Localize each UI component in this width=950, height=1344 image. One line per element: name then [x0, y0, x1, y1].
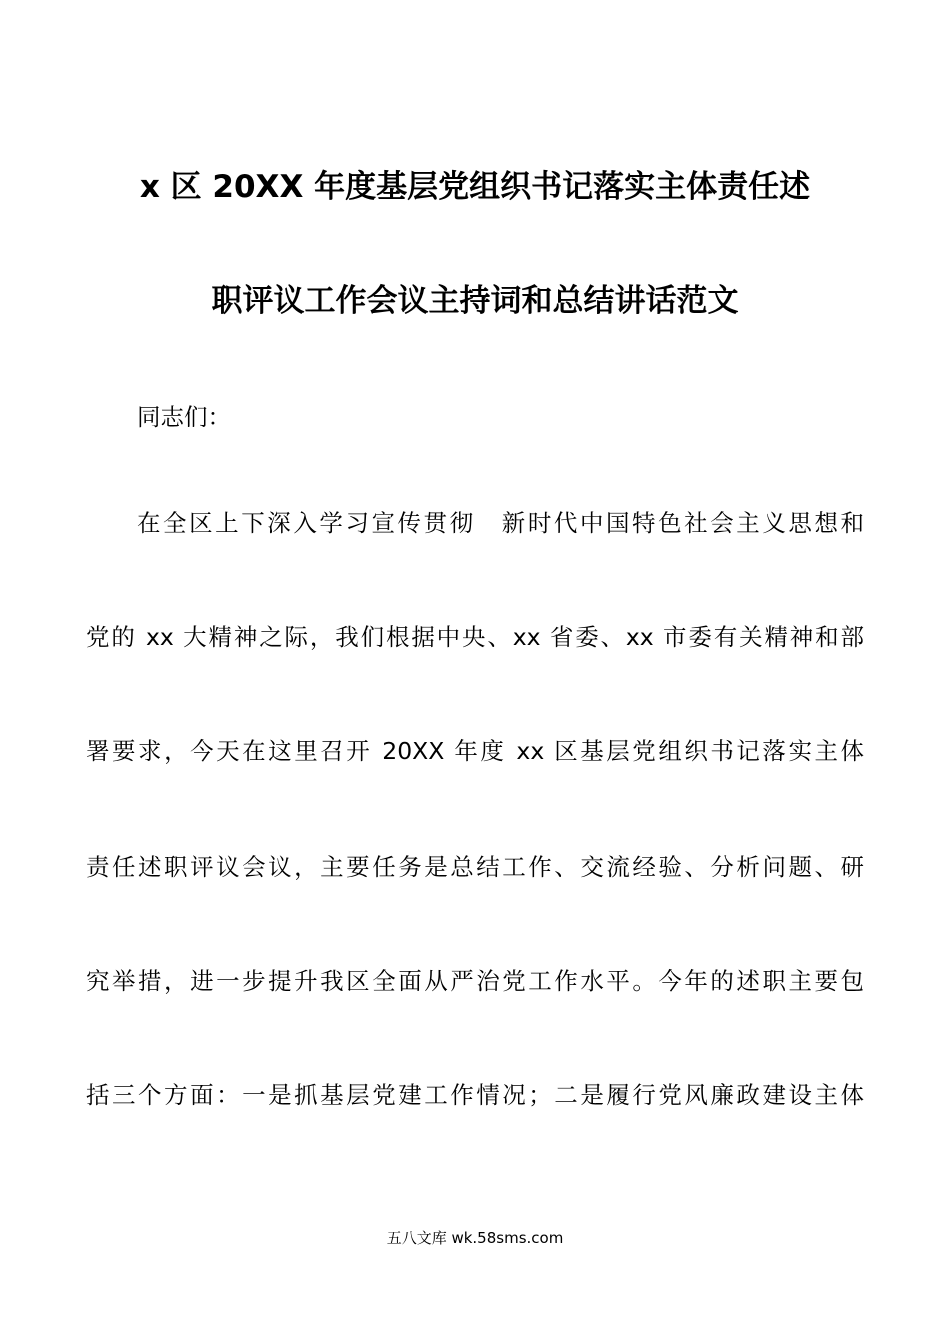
body-line-5: 究举措，进一步提升我区全面从严治党工作水平。今年的述职主要包 [86, 967, 864, 995]
body-line-3: 署要求，今天在这里召开 20XX 年度 xx 区基层党组织书记落实主体 [86, 737, 864, 765]
salutation: 同志们： [137, 403, 231, 431]
body-line-1: 在全区上下深入学习宣传贯彻 新时代中国特色社会主义思想和 [137, 509, 864, 537]
body-line-4: 责任述职评议会议，主要任务是总结工作、交流经验、分析问题、研 [86, 853, 864, 881]
document-title-line-1: x 区 20XX 年度基层党组织书记落实主体责任述 [139, 169, 811, 205]
document-title-line-2: 职评议工作会议主持词和总结讲话范文 [211, 283, 739, 319]
footer-watermark-text: 五八文库 wk.58sms.com [386, 1229, 564, 1247]
body-line-6: 括三个方面：一是抓基层党建工作情况；二是履行党风廉政建设主体 [86, 1081, 864, 1109]
body-line-2: 党的 xx 大精神之际，我们根据中央、xx 省委、xx 市委有关精神和部 [86, 623, 864, 651]
